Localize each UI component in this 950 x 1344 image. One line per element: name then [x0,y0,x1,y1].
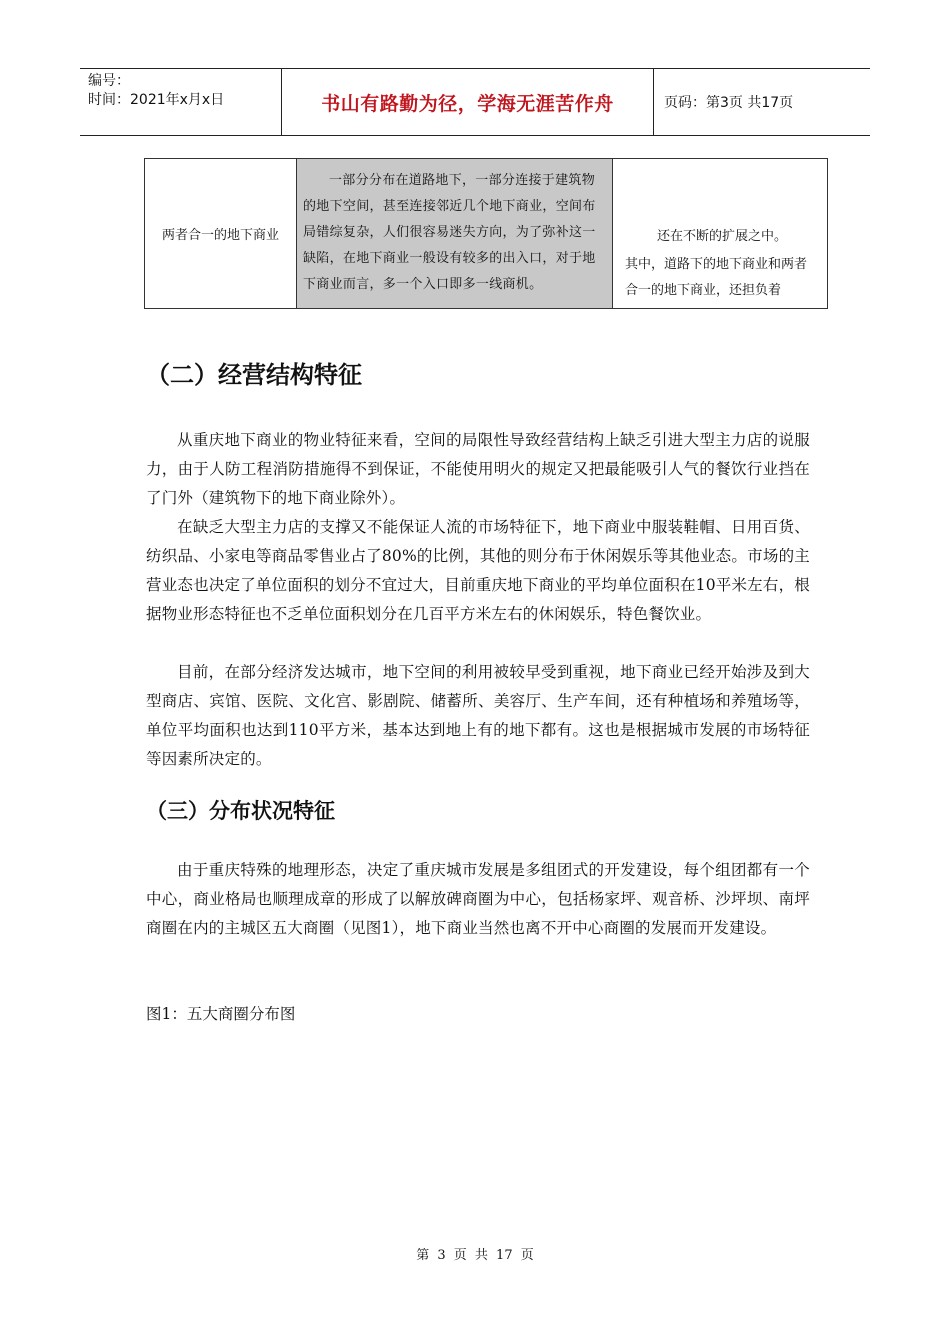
header-meta [80,69,282,135]
page-header [80,68,870,136]
table-cell-type [145,159,297,309]
header-page-info: 页码：第3页 共17页 [664,95,794,111]
paragraph: 由于重庆特殊的地理形态，决定了重庆城市发展是多组团式的开发建设，每个组团都有一个中心，商业格局也顺理成章的形成了以解放碑商圈为中心，包括杨家坪、观音桥、沙坪坝、南坪商圈在内的主城区五大商圈（见图1），地下商业当然也离不开中心商圈的发展而开发建设。 [146,861,810,937]
table-cell-note [613,159,828,309]
paragraph: 在缺乏大型主力店的支撑又不能保证人流的市场特征下，地下商业中服装鞋帽、日用百货、纺织品、小家电等商品零售业占了80%的比例，其他的则分布于休闲娱乐等其他业态。市场的主营业态也决定了单位面积的划分不宜过大，目前重庆地下商业的平均单位面积在10平米左右，根据物业形态特征也不乏单位面积划分在几百平方米左右的休闲娱乐，特色餐饮业。 [146,518,810,623]
document-number-label: 编号： [88,73,130,89]
table-row [145,159,828,309]
section-heading-business-structure: （二）经营结构特征 [146,361,362,389]
table-cell-description [297,159,613,309]
section-heading-distribution: （三）分布状况特征 [146,799,335,823]
document-date: 时间：2021年x月x日 [88,92,225,108]
table-note-line-2: 其中，道路下的地下商业和两者合一的地下商业，还担负着 [625,257,808,298]
figure-caption: 图1：五大商圈分布图 [146,1005,296,1023]
paragraph: 目前，在部分经济发达城市，地下空间的利用被较早受到重视，地下商业已经开始涉及到大型商店、宾馆、医院、文化宫、影剧院、储蓄所、美容厅、生产车间，还有种植场和养殖场等，单位平均面积也达到110平方米，基本达到地上有的地下都有。这也是根据城市发展的市场特征等因素所决定的。 [146,663,810,768]
paragraph: 从重庆地下商业的物业特征来看，空间的局限性导致经营结构上缺乏引进大型主力店的说服力，由于人防工程消防措施得不到保证，不能使用明火的规定又把最能吸引人气的餐饮行业挡在了门外（建筑物下的地下商业除外）。 [146,431,810,507]
table-row-label: 两者合一的地下商业 [161,228,279,243]
page-footer: 第 3 页 共 17 页 [416,1248,534,1263]
commerce-type-table [144,158,828,309]
header-motto: 书山有路勤为径，学海无涯苦作舟 [282,69,654,135]
table-description-text: 一部分分布在道路地下，一部分连接于建筑物的地下空间，甚至连接邻近几个地下商业，空间布局错综复杂，人们很容易迷失方向，为了弥补这一缺陷，在地下商业一般设有较多的出入口，对于地下商业而言，多一个入口即多一线商机。 [303,172,596,292]
table-note-line-1: 还在不断的扩展之中。 [656,229,787,244]
